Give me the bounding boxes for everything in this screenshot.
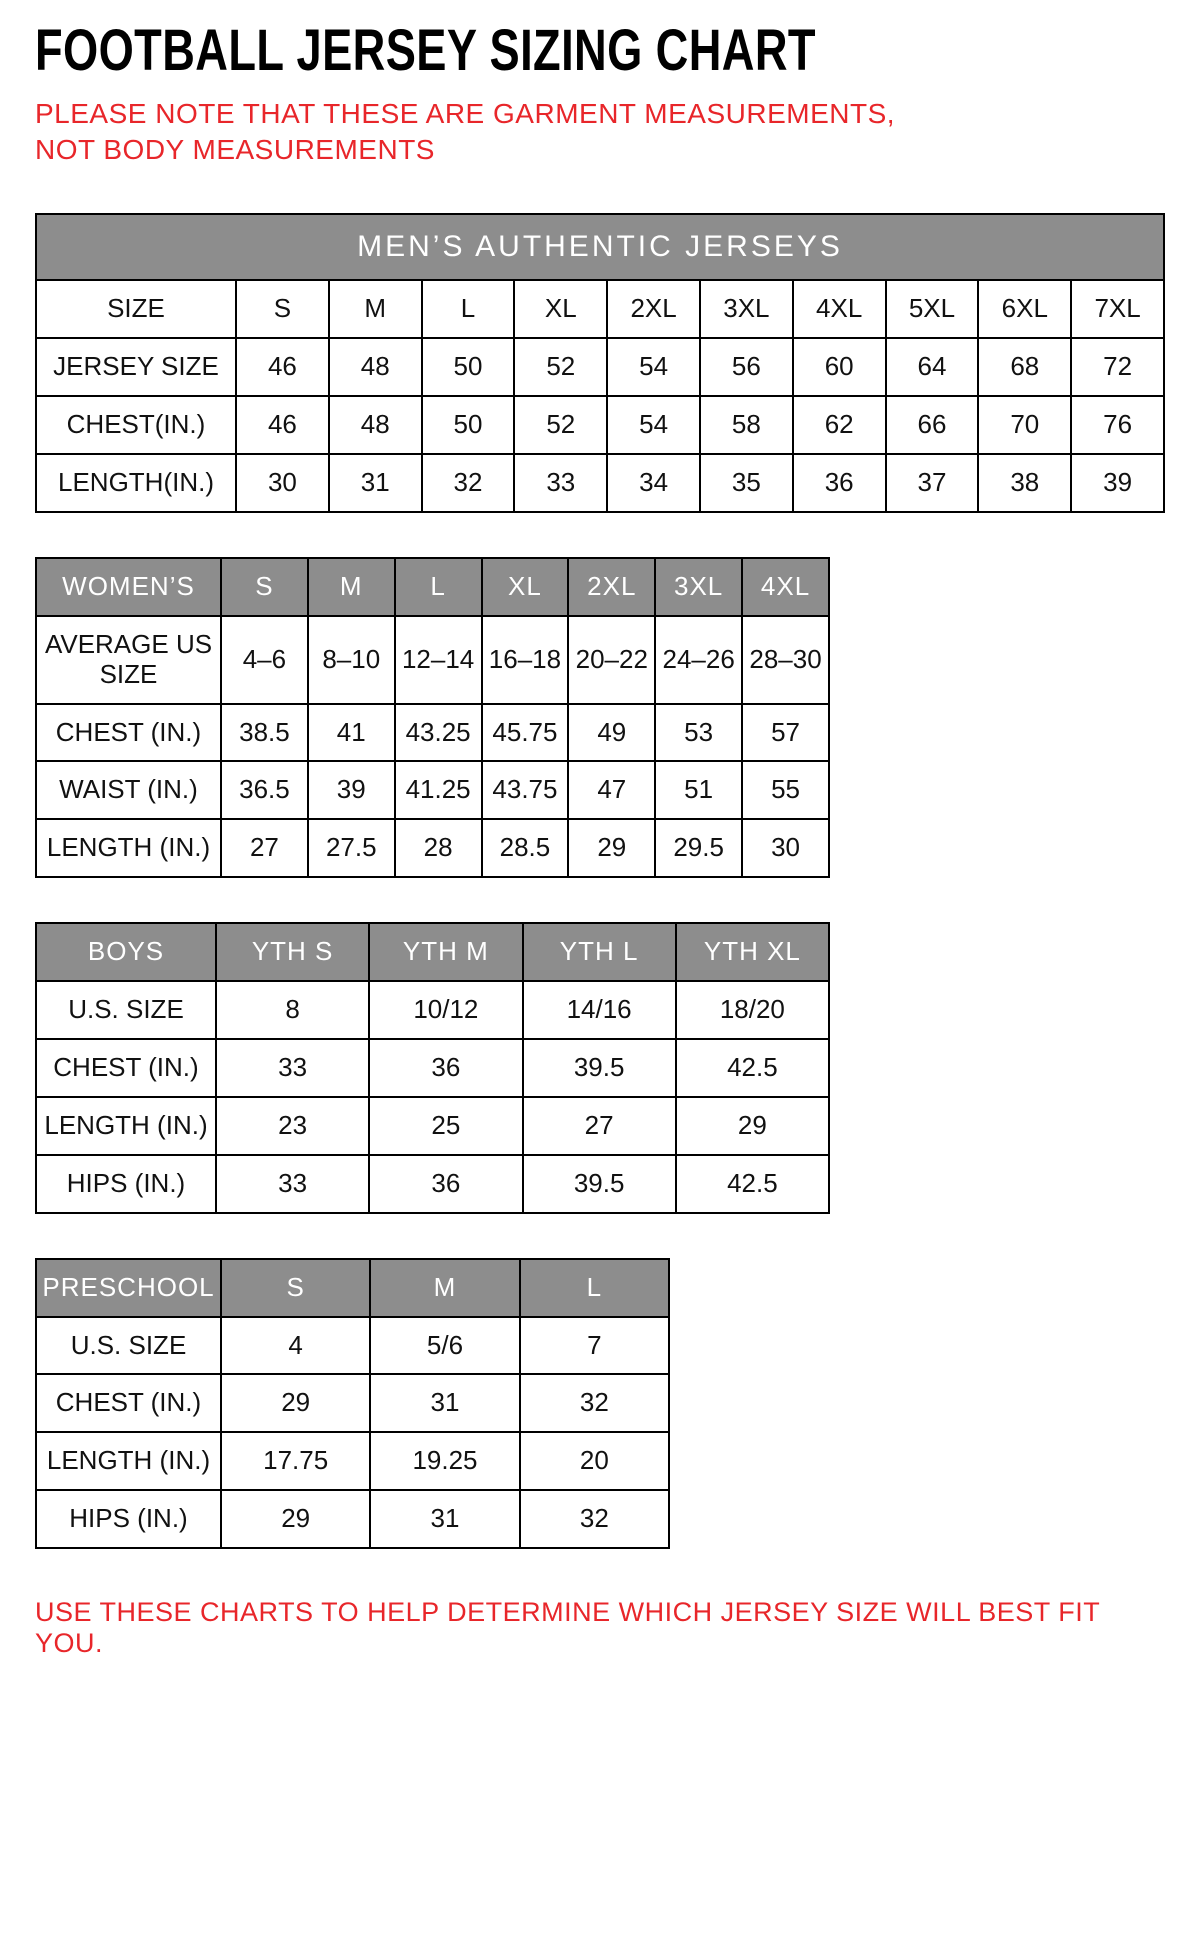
value-cell: 54 [607, 338, 700, 396]
value-cell: 46 [236, 338, 329, 396]
value-cell: 29 [568, 819, 655, 877]
value-cell: 12–14 [395, 616, 482, 704]
header-cell: S [236, 280, 329, 338]
value-cell: 16–18 [482, 616, 569, 704]
value-cell: 28 [395, 819, 482, 877]
value-cell: 39 [1071, 454, 1164, 512]
table-header-row [36, 1259, 669, 1317]
table-row [36, 1490, 669, 1548]
table-row [36, 338, 1164, 396]
value-cell: 53 [655, 704, 742, 762]
value-cell: 7 [520, 1317, 669, 1375]
value-cell: 8 [216, 981, 369, 1039]
value-cell: 36.5 [221, 761, 308, 819]
value-cell: 30 [742, 819, 829, 877]
value-cell: 50 [422, 396, 515, 454]
value-cell: 42.5 [676, 1039, 829, 1097]
table-row [36, 396, 1164, 454]
value-cell: 4 [221, 1317, 370, 1375]
value-cell: 8–10 [308, 616, 395, 704]
header-cell: XL [482, 558, 569, 616]
value-cell: 36 [369, 1155, 522, 1213]
value-cell: 41 [308, 704, 395, 762]
value-cell: 42.5 [676, 1155, 829, 1213]
value-cell: 49 [568, 704, 655, 762]
fit-advice-footer: USE THESE CHARTS TO HELP DETERMINE WHICH JERSEY SIZE WILL BEST FIT YOU. [35, 1597, 1100, 1659]
row-label: HIPS (IN.) [36, 1155, 216, 1213]
value-cell: 39.5 [523, 1039, 676, 1097]
value-cell: 34 [607, 454, 700, 512]
value-cell: 24–26 [655, 616, 742, 704]
value-cell: 66 [886, 396, 979, 454]
header-cell: SIZE [36, 280, 236, 338]
row-label: JERSEY SIZE [36, 338, 236, 396]
value-cell: 29 [676, 1097, 829, 1155]
value-cell: 17.75 [221, 1432, 370, 1490]
value-cell: 32 [520, 1374, 669, 1432]
value-cell: 57 [742, 704, 829, 762]
value-cell: 23 [216, 1097, 369, 1155]
table-banner: MEN’S AUTHENTIC JERSEYS [36, 214, 1164, 281]
value-cell: 28.5 [482, 819, 569, 877]
value-cell: 51 [655, 761, 742, 819]
value-cell: 37 [886, 454, 979, 512]
header-cell: PRESCHOOL [36, 1259, 221, 1317]
value-cell: 29 [221, 1374, 370, 1432]
row-label: U.S. SIZE [36, 1317, 221, 1375]
value-cell: 58 [700, 396, 793, 454]
value-cell: 54 [607, 396, 700, 454]
header-cell: L [422, 280, 515, 338]
table-banner-row [36, 214, 1164, 281]
value-cell: 39.5 [523, 1155, 676, 1213]
value-cell: 70 [978, 396, 1071, 454]
table-row [36, 981, 829, 1039]
womens-sizing-table [35, 557, 830, 878]
header-cell: 3XL [700, 280, 793, 338]
value-cell: 47 [568, 761, 655, 819]
row-label: CHEST (IN.) [36, 704, 221, 762]
value-cell: 38 [978, 454, 1071, 512]
value-cell: 18/20 [676, 981, 829, 1039]
header-cell: 3XL [655, 558, 742, 616]
value-cell: 68 [978, 338, 1071, 396]
header-cell: M [370, 1259, 519, 1317]
value-cell: 36 [793, 454, 886, 512]
row-label: U.S. SIZE [36, 981, 216, 1039]
page-title: FOOTBALL JERSEY SIZING CHART [35, 18, 816, 83]
value-cell: 5/6 [370, 1317, 519, 1375]
value-cell: 28–30 [742, 616, 829, 704]
value-cell: 31 [370, 1490, 519, 1548]
table-row [36, 1432, 669, 1490]
header-cell: YTH L [523, 923, 676, 981]
value-cell: 20 [520, 1432, 669, 1490]
value-cell: 27 [523, 1097, 676, 1155]
garment-measurement-note: PLEASE NOTE THAT THESE ARE GARMENT MEASUREMENTS, NOT BODY MEASUREMENTS [35, 98, 896, 166]
value-cell: 4–6 [221, 616, 308, 704]
value-cell: 30 [236, 454, 329, 512]
header-cell: M [308, 558, 395, 616]
value-cell: 27 [221, 819, 308, 877]
value-cell: 48 [329, 338, 422, 396]
table-header-row [36, 923, 829, 981]
header-cell: YTH XL [676, 923, 829, 981]
value-cell: 45.75 [482, 704, 569, 762]
value-cell: 14/16 [523, 981, 676, 1039]
value-cell: 32 [520, 1490, 669, 1548]
header-cell: M [329, 280, 422, 338]
value-cell: 33 [514, 454, 607, 512]
header-cell: 2XL [607, 280, 700, 338]
row-label: AVERAGE US SIZE [36, 616, 221, 704]
value-cell: 39 [308, 761, 395, 819]
header-cell: 6XL [978, 280, 1071, 338]
header-cell: S [221, 558, 308, 616]
boys-sizing-table [35, 922, 830, 1213]
table-row [36, 1039, 829, 1097]
header-cell: WOMEN’S [36, 558, 221, 616]
header-cell: XL [514, 280, 607, 338]
value-cell: 33 [216, 1039, 369, 1097]
value-cell: 33 [216, 1155, 369, 1213]
value-cell: 27.5 [308, 819, 395, 877]
table-row [36, 1155, 829, 1213]
value-cell: 32 [422, 454, 515, 512]
table-row [36, 761, 829, 819]
value-cell: 72 [1071, 338, 1164, 396]
row-label: HIPS (IN.) [36, 1490, 221, 1548]
header-cell: YTH M [369, 923, 522, 981]
table-row [36, 819, 829, 877]
value-cell: 20–22 [568, 616, 655, 704]
value-cell: 64 [886, 338, 979, 396]
header-cell: 4XL [793, 280, 886, 338]
value-cell: 55 [742, 761, 829, 819]
row-label: LENGTH (IN.) [36, 819, 221, 877]
value-cell: 31 [329, 454, 422, 512]
row-label: CHEST(IN.) [36, 396, 236, 454]
row-label: LENGTH (IN.) [36, 1097, 216, 1155]
header-cell: 7XL [1071, 280, 1164, 338]
value-cell: 31 [370, 1374, 519, 1432]
value-cell: 29.5 [655, 819, 742, 877]
value-cell: 35 [700, 454, 793, 512]
value-cell: 60 [793, 338, 886, 396]
value-cell: 29 [221, 1490, 370, 1548]
header-cell: L [395, 558, 482, 616]
header-cell: BOYS [36, 923, 216, 981]
value-cell: 52 [514, 338, 607, 396]
value-cell: 46 [236, 396, 329, 454]
value-cell: 10/12 [369, 981, 522, 1039]
table-row [36, 616, 829, 704]
value-cell: 19.25 [370, 1432, 519, 1490]
row-label: CHEST (IN.) [36, 1374, 221, 1432]
row-label: WAIST (IN.) [36, 761, 221, 819]
header-cell: 5XL [886, 280, 979, 338]
table-row [36, 1374, 669, 1432]
value-cell: 36 [369, 1039, 522, 1097]
value-cell: 62 [793, 396, 886, 454]
table-header-row [36, 558, 829, 616]
value-cell: 43.25 [395, 704, 482, 762]
row-label: LENGTH(IN.) [36, 454, 236, 512]
table-row [36, 454, 1164, 512]
preschool-sizing-table [35, 1258, 670, 1549]
table-row [36, 1097, 829, 1155]
value-cell: 52 [514, 396, 607, 454]
mens-sizing-table [35, 213, 1165, 513]
row-label: LENGTH (IN.) [36, 1432, 221, 1490]
header-cell: S [221, 1259, 370, 1317]
table-row [36, 1317, 669, 1375]
table-row [36, 704, 829, 762]
header-cell: L [520, 1259, 669, 1317]
value-cell: 50 [422, 338, 515, 396]
value-cell: 76 [1071, 396, 1164, 454]
value-cell: 25 [369, 1097, 522, 1155]
value-cell: 43.75 [482, 761, 569, 819]
value-cell: 41.25 [395, 761, 482, 819]
value-cell: 48 [329, 396, 422, 454]
row-label: CHEST (IN.) [36, 1039, 216, 1097]
value-cell: 56 [700, 338, 793, 396]
table-header-row [36, 280, 1164, 338]
header-cell: 2XL [568, 558, 655, 616]
header-cell: YTH S [216, 923, 369, 981]
header-cell: 4XL [742, 558, 829, 616]
value-cell: 38.5 [221, 704, 308, 762]
